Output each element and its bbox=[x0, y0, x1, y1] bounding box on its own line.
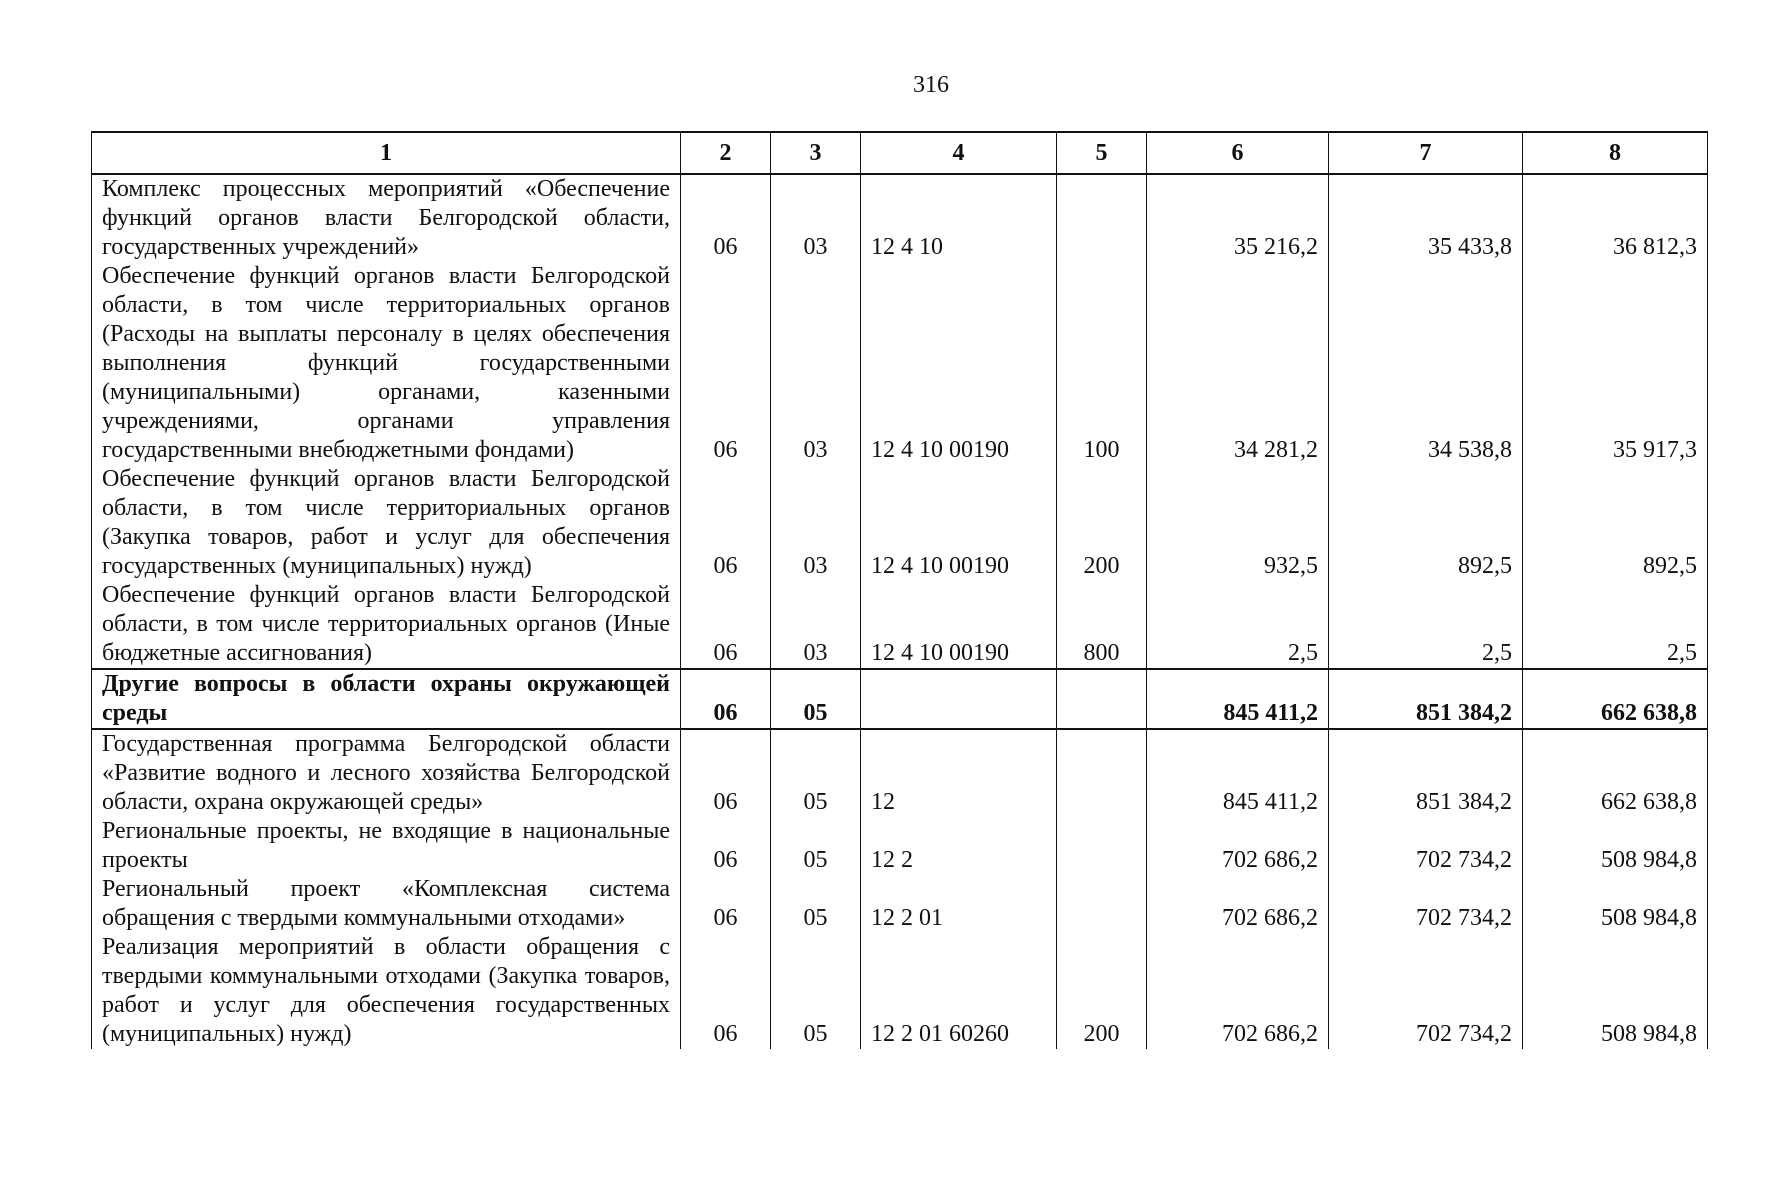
row-description: Обеспечение функций органов власти Белгородской области, в том числе территориальных органов (Иные бюджетные ассигнования) bbox=[92, 581, 681, 669]
row-description: Другие вопросы в области охраны окружающей среды bbox=[92, 669, 681, 729]
expense-type-code bbox=[1057, 729, 1147, 817]
row-description: Региональный проект «Комплексная система обращения с твердыми коммунальными отходами» bbox=[92, 875, 681, 933]
subsection-code: 05 bbox=[771, 669, 861, 729]
row-description: Обеспечение функций органов власти Белгородской области, в том числе территориальных органов (Расходы на выплаты персоналу в целях обеспечения выполнения функций государственными (муниципальными) органами, казенными учреждениями, органами управления государственными внебюджетными фондами) bbox=[92, 262, 681, 465]
amount-col8: 36 812,3 bbox=[1523, 174, 1708, 262]
column-header-3: 3 bbox=[771, 132, 861, 174]
table-row bbox=[92, 875, 1708, 933]
column-header-1: 1 bbox=[92, 132, 681, 174]
target-article-code: 12 4 10 00190 bbox=[861, 262, 1057, 465]
subsection-code: 05 bbox=[771, 875, 861, 933]
amount-col8: 508 984,8 bbox=[1523, 817, 1708, 875]
amount-col7: 851 384,2 bbox=[1329, 669, 1523, 729]
section-code: 06 bbox=[681, 875, 771, 933]
target-article-code: 12 bbox=[861, 729, 1057, 817]
target-article-code: 12 4 10 00190 bbox=[861, 465, 1057, 581]
subsection-code: 03 bbox=[771, 262, 861, 465]
amount-col8: 662 638,8 bbox=[1523, 729, 1708, 817]
amount-col7: 2,5 bbox=[1329, 581, 1523, 669]
amount-col8: 662 638,8 bbox=[1523, 669, 1708, 729]
budget-table bbox=[91, 131, 1708, 1049]
section-code: 06 bbox=[681, 581, 771, 669]
expense-type-code bbox=[1057, 669, 1147, 729]
row-description: Государственная программа Белгородской области «Развитие водного и лесного хозяйства Белгородской области, охрана окружающей среды» bbox=[92, 729, 681, 817]
column-header-5: 5 bbox=[1057, 132, 1147, 174]
amount-col8: 2,5 bbox=[1523, 581, 1708, 669]
expense-type-code bbox=[1057, 174, 1147, 262]
column-header-7: 7 bbox=[1329, 132, 1523, 174]
table-row bbox=[92, 581, 1708, 669]
amount-col7: 34 538,8 bbox=[1329, 262, 1523, 465]
column-header-2: 2 bbox=[681, 132, 771, 174]
subsection-code: 05 bbox=[771, 729, 861, 817]
target-article-code: 12 2 bbox=[861, 817, 1057, 875]
subsection-code: 05 bbox=[771, 933, 861, 1049]
column-header-8: 8 bbox=[1523, 132, 1708, 174]
expense-type-code: 100 bbox=[1057, 262, 1147, 465]
amount-col6: 845 411,2 bbox=[1147, 669, 1329, 729]
row-description: Комплекс процессных мероприятий «Обеспечение функций органов власти Белгородской области, государственных учреждений» bbox=[92, 174, 681, 262]
amount-col7: 892,5 bbox=[1329, 465, 1523, 581]
section-code: 06 bbox=[681, 669, 771, 729]
section-code: 06 bbox=[681, 729, 771, 817]
subsection-code: 03 bbox=[771, 174, 861, 262]
table-row bbox=[92, 729, 1708, 817]
amount-col6: 34 281,2 bbox=[1147, 262, 1329, 465]
amount-col6: 2,5 bbox=[1147, 581, 1329, 669]
expense-type-code: 800 bbox=[1057, 581, 1147, 669]
subsection-code: 03 bbox=[771, 465, 861, 581]
amount-col7: 851 384,2 bbox=[1329, 729, 1523, 817]
table-row bbox=[92, 933, 1708, 1049]
expense-type-code bbox=[1057, 875, 1147, 933]
amount-col7: 35 433,8 bbox=[1329, 174, 1523, 262]
subsection-code: 05 bbox=[771, 817, 861, 875]
section-code: 06 bbox=[681, 465, 771, 581]
section-code: 06 bbox=[681, 817, 771, 875]
amount-col6: 702 686,2 bbox=[1147, 817, 1329, 875]
table-row bbox=[92, 174, 1708, 262]
table-row bbox=[92, 262, 1708, 465]
column-header-6: 6 bbox=[1147, 132, 1329, 174]
amount-col7: 702 734,2 bbox=[1329, 875, 1523, 933]
amount-col8: 508 984,8 bbox=[1523, 875, 1708, 933]
table-row bbox=[92, 817, 1708, 875]
target-article-code bbox=[861, 669, 1057, 729]
header-row bbox=[92, 132, 1708, 174]
amount-col6: 932,5 bbox=[1147, 465, 1329, 581]
column-header-4: 4 bbox=[861, 132, 1057, 174]
table-row bbox=[92, 465, 1708, 581]
amount-col6: 845 411,2 bbox=[1147, 729, 1329, 817]
expense-type-code: 200 bbox=[1057, 465, 1147, 581]
amount-col7: 702 734,2 bbox=[1329, 933, 1523, 1049]
target-article-code: 12 2 01 bbox=[861, 875, 1057, 933]
section-code: 06 bbox=[681, 262, 771, 465]
row-description: Обеспечение функций органов власти Белгородской области, в том числе территориальных органов (Закупка товаров, работ и услуг для обеспечения государственных (муниципальных) нужд) bbox=[92, 465, 681, 581]
section-code: 06 bbox=[681, 933, 771, 1049]
target-article-code: 12 4 10 00190 bbox=[861, 581, 1057, 669]
row-description: Региональные проекты, не входящие в национальные проекты bbox=[92, 817, 681, 875]
amount-col6: 35 216,2 bbox=[1147, 174, 1329, 262]
amount-col8: 508 984,8 bbox=[1523, 933, 1708, 1049]
target-article-code: 12 4 10 bbox=[861, 174, 1057, 262]
amount-col6: 702 686,2 bbox=[1147, 933, 1329, 1049]
page-number: 316 bbox=[913, 72, 949, 98]
amount-col6: 702 686,2 bbox=[1147, 875, 1329, 933]
section-code: 06 bbox=[681, 174, 771, 262]
row-description: Реализация мероприятий в области обращения с твердыми коммунальными отходами (Закупка товаров, работ и услуг для обеспечения государственных (муниципальных) нужд) bbox=[92, 933, 681, 1049]
subsection-code: 03 bbox=[771, 581, 861, 669]
subtotal-row bbox=[92, 669, 1708, 729]
expense-type-code: 200 bbox=[1057, 933, 1147, 1049]
amount-col7: 702 734,2 bbox=[1329, 817, 1523, 875]
amount-col8: 892,5 bbox=[1523, 465, 1708, 581]
target-article-code: 12 2 01 60260 bbox=[861, 933, 1057, 1049]
amount-col8: 35 917,3 bbox=[1523, 262, 1708, 465]
expense-type-code bbox=[1057, 817, 1147, 875]
